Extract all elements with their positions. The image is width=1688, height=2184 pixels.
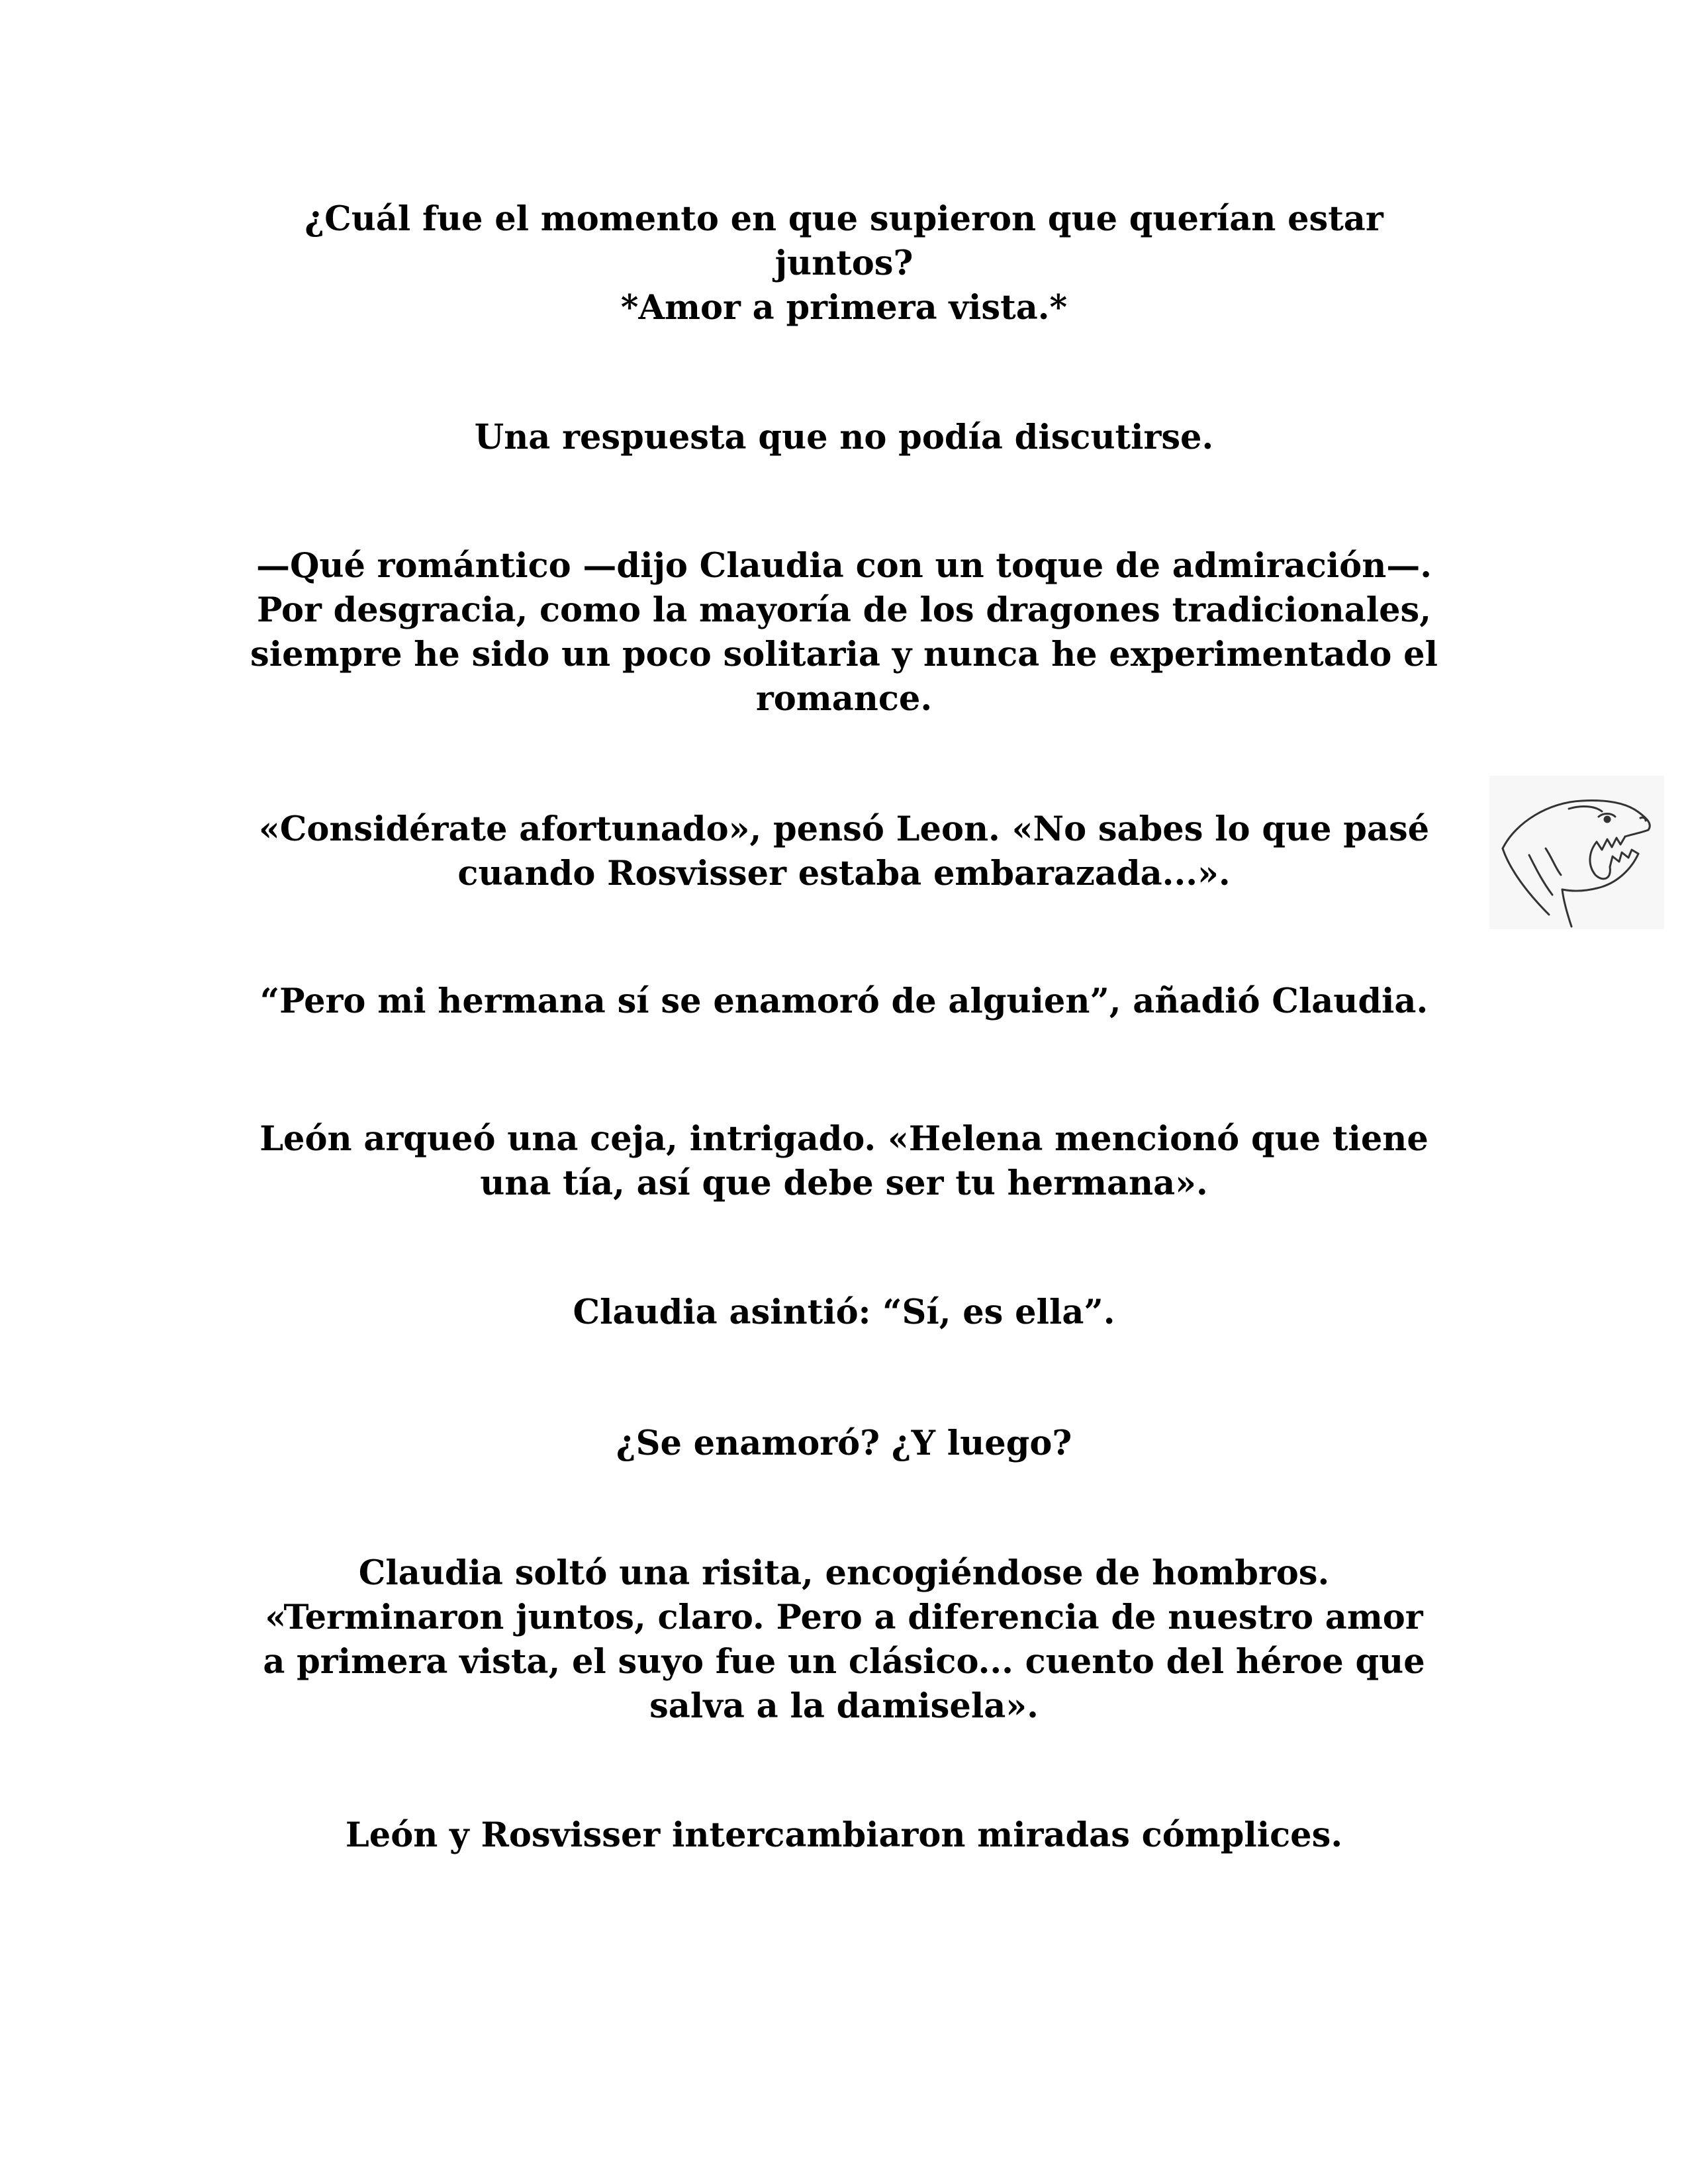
paragraph-claudia-nod: Claudia asintió: “Sí, es ella”. <box>573 1293 1115 1332</box>
paragraph-leon-thought: «Considérate afortunado», pensó Leon. «No sabes lo que pasé cuando Rosvisser estaba embarazada...». <box>258 809 1430 893</box>
paragraph-fell-in-love: ¿Se enamoró? ¿Y luego? <box>616 1424 1072 1463</box>
paragraph-leon-aunt: León arqueó una ceja, intrigado. «Helena mencionó que tiene una tía, así que debe ser tu hermana». <box>259 1119 1429 1203</box>
dinosaur-sketch-icon <box>1489 776 1664 929</box>
paragraph-answer: Una respuesta que no podía discutirse. <box>474 418 1214 457</box>
paragraph-question: ¿Cuál fue el momento en que supieron que querían estar juntos? *Amor a primera vista.* <box>305 199 1383 328</box>
paragraph-glances: León y Rosvisser intercambiaron miradas cómplices. <box>345 1815 1343 1855</box>
paragraph-claudia-romance: —Qué romántico —dijo Claudia con un toque de admiración—. Por desgracia, como la mayoría de los dragones tradicionales, siempre he sido un poco solitaria y nunca he experimentado el romance. <box>250 546 1438 719</box>
paragraph-claudia-giggle: Claudia soltó una risita, encogiéndose de hombros. «Terminaron juntos, claro. Pero a diferencia de nuestro amor a primera vista, el suyo fue un clásico... cuento del héroe que salva a la damisela». <box>263 1553 1425 1726</box>
paragraph-sister: “Pero mi hermana sí se enamoró de alguien”, añadió Claudia. <box>259 981 1429 1021</box>
